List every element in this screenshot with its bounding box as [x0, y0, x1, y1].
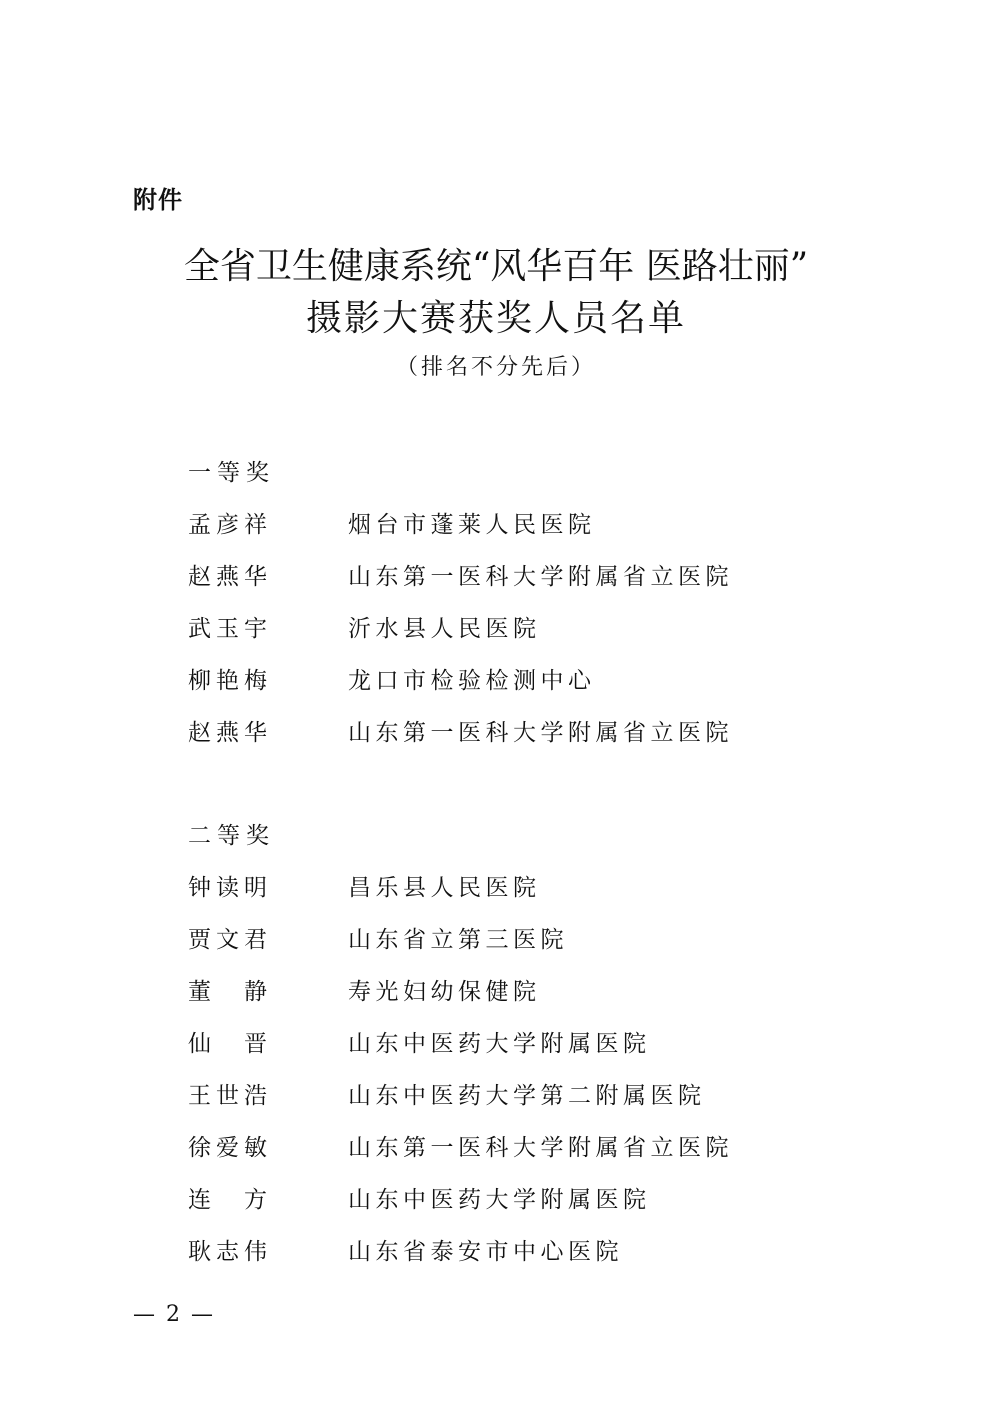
winner-name: 赵燕华: [188, 564, 272, 590]
list-item: [188, 1234, 888, 1286]
winner-name: 贾文君: [188, 927, 272, 953]
winner-organization: 山东省泰安市中心医院: [348, 1239, 623, 1265]
winner-name: 董 静: [188, 979, 272, 1005]
winner-name: 仙 晋: [188, 1031, 272, 1057]
list-item: [188, 1026, 888, 1078]
winner-organization: 山东第一医科大学附属省立医院: [348, 720, 733, 746]
winner-organization: 烟台市蓬莱人民医院: [348, 512, 596, 538]
section-heading: 二等奖: [188, 823, 275, 849]
document-subtitle: （排名不分先后）: [395, 355, 596, 380]
winner-name: 徐爱敏: [188, 1135, 272, 1161]
winner-organization: 山东第一医科大学附属省立医院: [348, 1135, 733, 1161]
list-item: [188, 715, 888, 767]
winner-name: 王世浩: [188, 1083, 272, 1109]
winner-organization: 山东第一医科大学附属省立医院: [348, 564, 733, 590]
winner-organization: 山东中医药大学附属医院: [348, 1187, 651, 1213]
winner-name: 连 方: [188, 1187, 272, 1213]
first-prize-section: [188, 455, 888, 767]
winner-organization: 山东中医药大学附属医院: [348, 1031, 651, 1057]
winner-organization: 沂水县人民医院: [348, 616, 541, 642]
document-title-line-1: 全省卫生健康系统“风华百年 医路壮丽”: [183, 246, 809, 287]
list-item: [188, 1182, 888, 1234]
winner-name: 钟读明: [188, 875, 272, 901]
winner-name: 孟彦祥: [188, 512, 272, 538]
list-item: [188, 507, 888, 559]
winner-name: 柳艳梅: [188, 668, 272, 694]
document-title-line-2: 摄影大赛获奖人员名单: [305, 298, 686, 339]
section-heading: 一等奖: [188, 460, 275, 486]
winner-organization: 山东中医药大学第二附属医院: [348, 1083, 706, 1109]
list-item: [188, 870, 888, 922]
list-item: [188, 663, 888, 715]
list-item: [188, 974, 888, 1026]
winner-name: 武玉宇: [188, 616, 272, 642]
list-item: [188, 611, 888, 663]
list-item: [188, 1078, 888, 1130]
winner-name: 耿志伟: [188, 1239, 272, 1265]
second-prize-section: [188, 818, 888, 1286]
winner-organization: 昌乐县人民医院: [348, 875, 541, 901]
page-number: — 2 —: [133, 1302, 215, 1327]
winner-organization: 寿光妇幼保健院: [348, 979, 541, 1005]
list-item: [188, 922, 888, 974]
winner-organization: 龙口市检验检测中心: [348, 668, 596, 694]
winner-name: 赵燕华: [188, 720, 272, 746]
list-item: [188, 559, 888, 611]
attachment-label: 附件: [133, 186, 183, 214]
list-item: [188, 1130, 888, 1182]
winner-organization: 山东省立第三医院: [348, 927, 568, 953]
